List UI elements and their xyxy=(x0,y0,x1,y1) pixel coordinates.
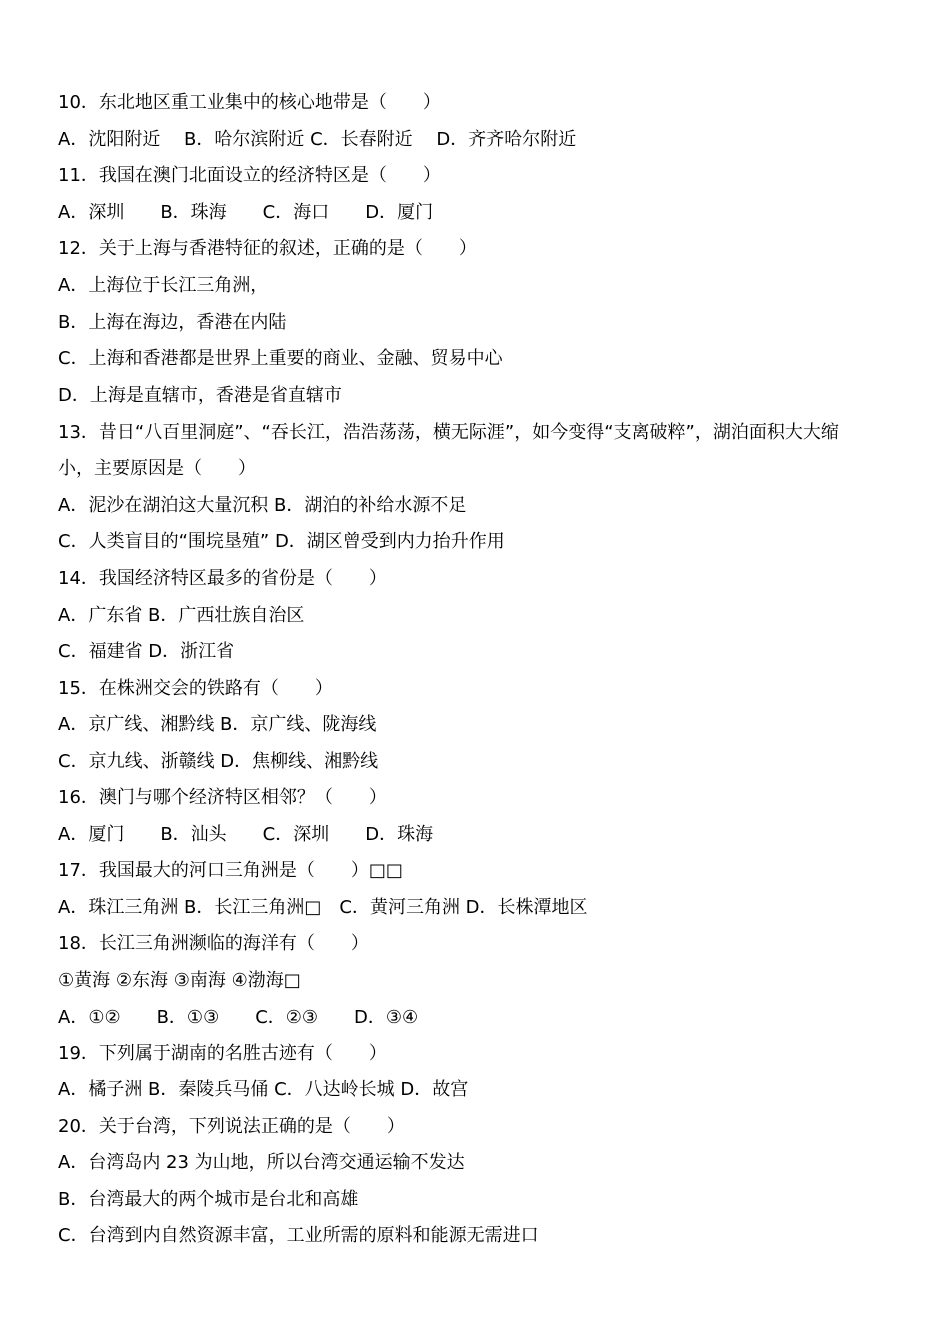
question-12-option-d: D．上海是直辖市，香港是省直辖市 xyxy=(58,385,342,406)
question-13-options-ab: A．泥沙在湖泊这大量沉积 B．湖泊的补给水源不足 xyxy=(58,495,467,516)
question-20-option-c: C．台湾到内自然资源丰富，工业所需的原料和能源无需进口 xyxy=(58,1225,539,1246)
question-17: 17．我国最大的河口三角洲是（ ）□□ xyxy=(58,860,403,881)
question-16: 16．澳门与哪个经济特区相邻？（ ） xyxy=(58,787,387,808)
question-13: 13．昔日“八百里洞庭”、“吞长江，浩浩荡荡，横无际涯”，如今变得“支离破粹”，湖泊面积大大缩 xyxy=(58,422,839,443)
question-16-options: A．厦门 B．汕头 C．深圳 D．珠海 xyxy=(58,824,434,845)
question-18: 18．长江三角洲濒临的海洋有（ ） xyxy=(58,933,369,954)
question-20: 20．关于台湾，下列说法正确的是（ ） xyxy=(58,1116,405,1137)
question-20-option-a: A．台湾岛内 23 为山地，所以台湾交通运输不发达 xyxy=(58,1152,465,1173)
question-19: 19．下列属于湖南的名胜古迹有（ ） xyxy=(58,1043,387,1064)
question-15-options-ab: A．京广线、湘黔线 B．京广线、陇海线 xyxy=(58,714,377,735)
question-18-items: ①黄海 ②东海 ③南海 ④渤海□ xyxy=(58,970,301,991)
question-14: 14．我国经济特区最多的省份是（ ） xyxy=(58,568,387,589)
question-12-option-a: A．上海位于长江三角洲， xyxy=(58,275,269,296)
question-12-option-b: B．上海在海边，香港在内陆 xyxy=(58,312,287,333)
question-11: 11．我国在澳门北面设立的经济特区是（ ） xyxy=(58,165,441,186)
question-15-options-cd: C．京九线、浙赣线 D．焦柳线、湘黔线 xyxy=(58,751,379,772)
question-14-options-cd: C．福建省 D．浙江省 xyxy=(58,641,235,662)
question-12: 12．关于上海与香港特征的叙述，正确的是（ ） xyxy=(58,238,477,259)
question-14-options-ab: A．广东省 B．广西壮族自治区 xyxy=(58,605,305,626)
question-10-options: A．沈阳附近 B．哈尔滨附近 C．长春附近 D．齐齐哈尔附近 xyxy=(58,129,577,150)
question-19-options: A．橘子洲 B．秦陵兵马俑 C．八达岭长城 D．故宫 xyxy=(58,1079,469,1100)
question-10: 10．东北地区重工业集中的核心地带是（ ） xyxy=(58,92,441,113)
question-18-options: A．①② B．①③ C．②③ D．③④ xyxy=(58,1007,419,1028)
question-11-options: A．深圳 B．珠海 C．海口 D．厦门 xyxy=(58,202,434,223)
question-20-option-b: B．台湾最大的两个城市是台北和高雄 xyxy=(58,1189,359,1210)
question-13-options-cd: C．人类盲目的“围垸垦殖” D．湖区曾受到内力抬升作用 xyxy=(58,531,505,552)
question-17-options: A．珠江三角洲 B．长江三角洲□ C．黄河三角洲 D．长株潭地区 xyxy=(58,897,588,918)
question-13-cont: 小，主要原因是（ ） xyxy=(58,458,256,479)
question-15: 15．在株洲交会的铁路有（ ） xyxy=(58,678,333,699)
question-12-option-c: C．上海和香港都是世界上重要的商业、金融、贸易中心 xyxy=(58,348,503,369)
